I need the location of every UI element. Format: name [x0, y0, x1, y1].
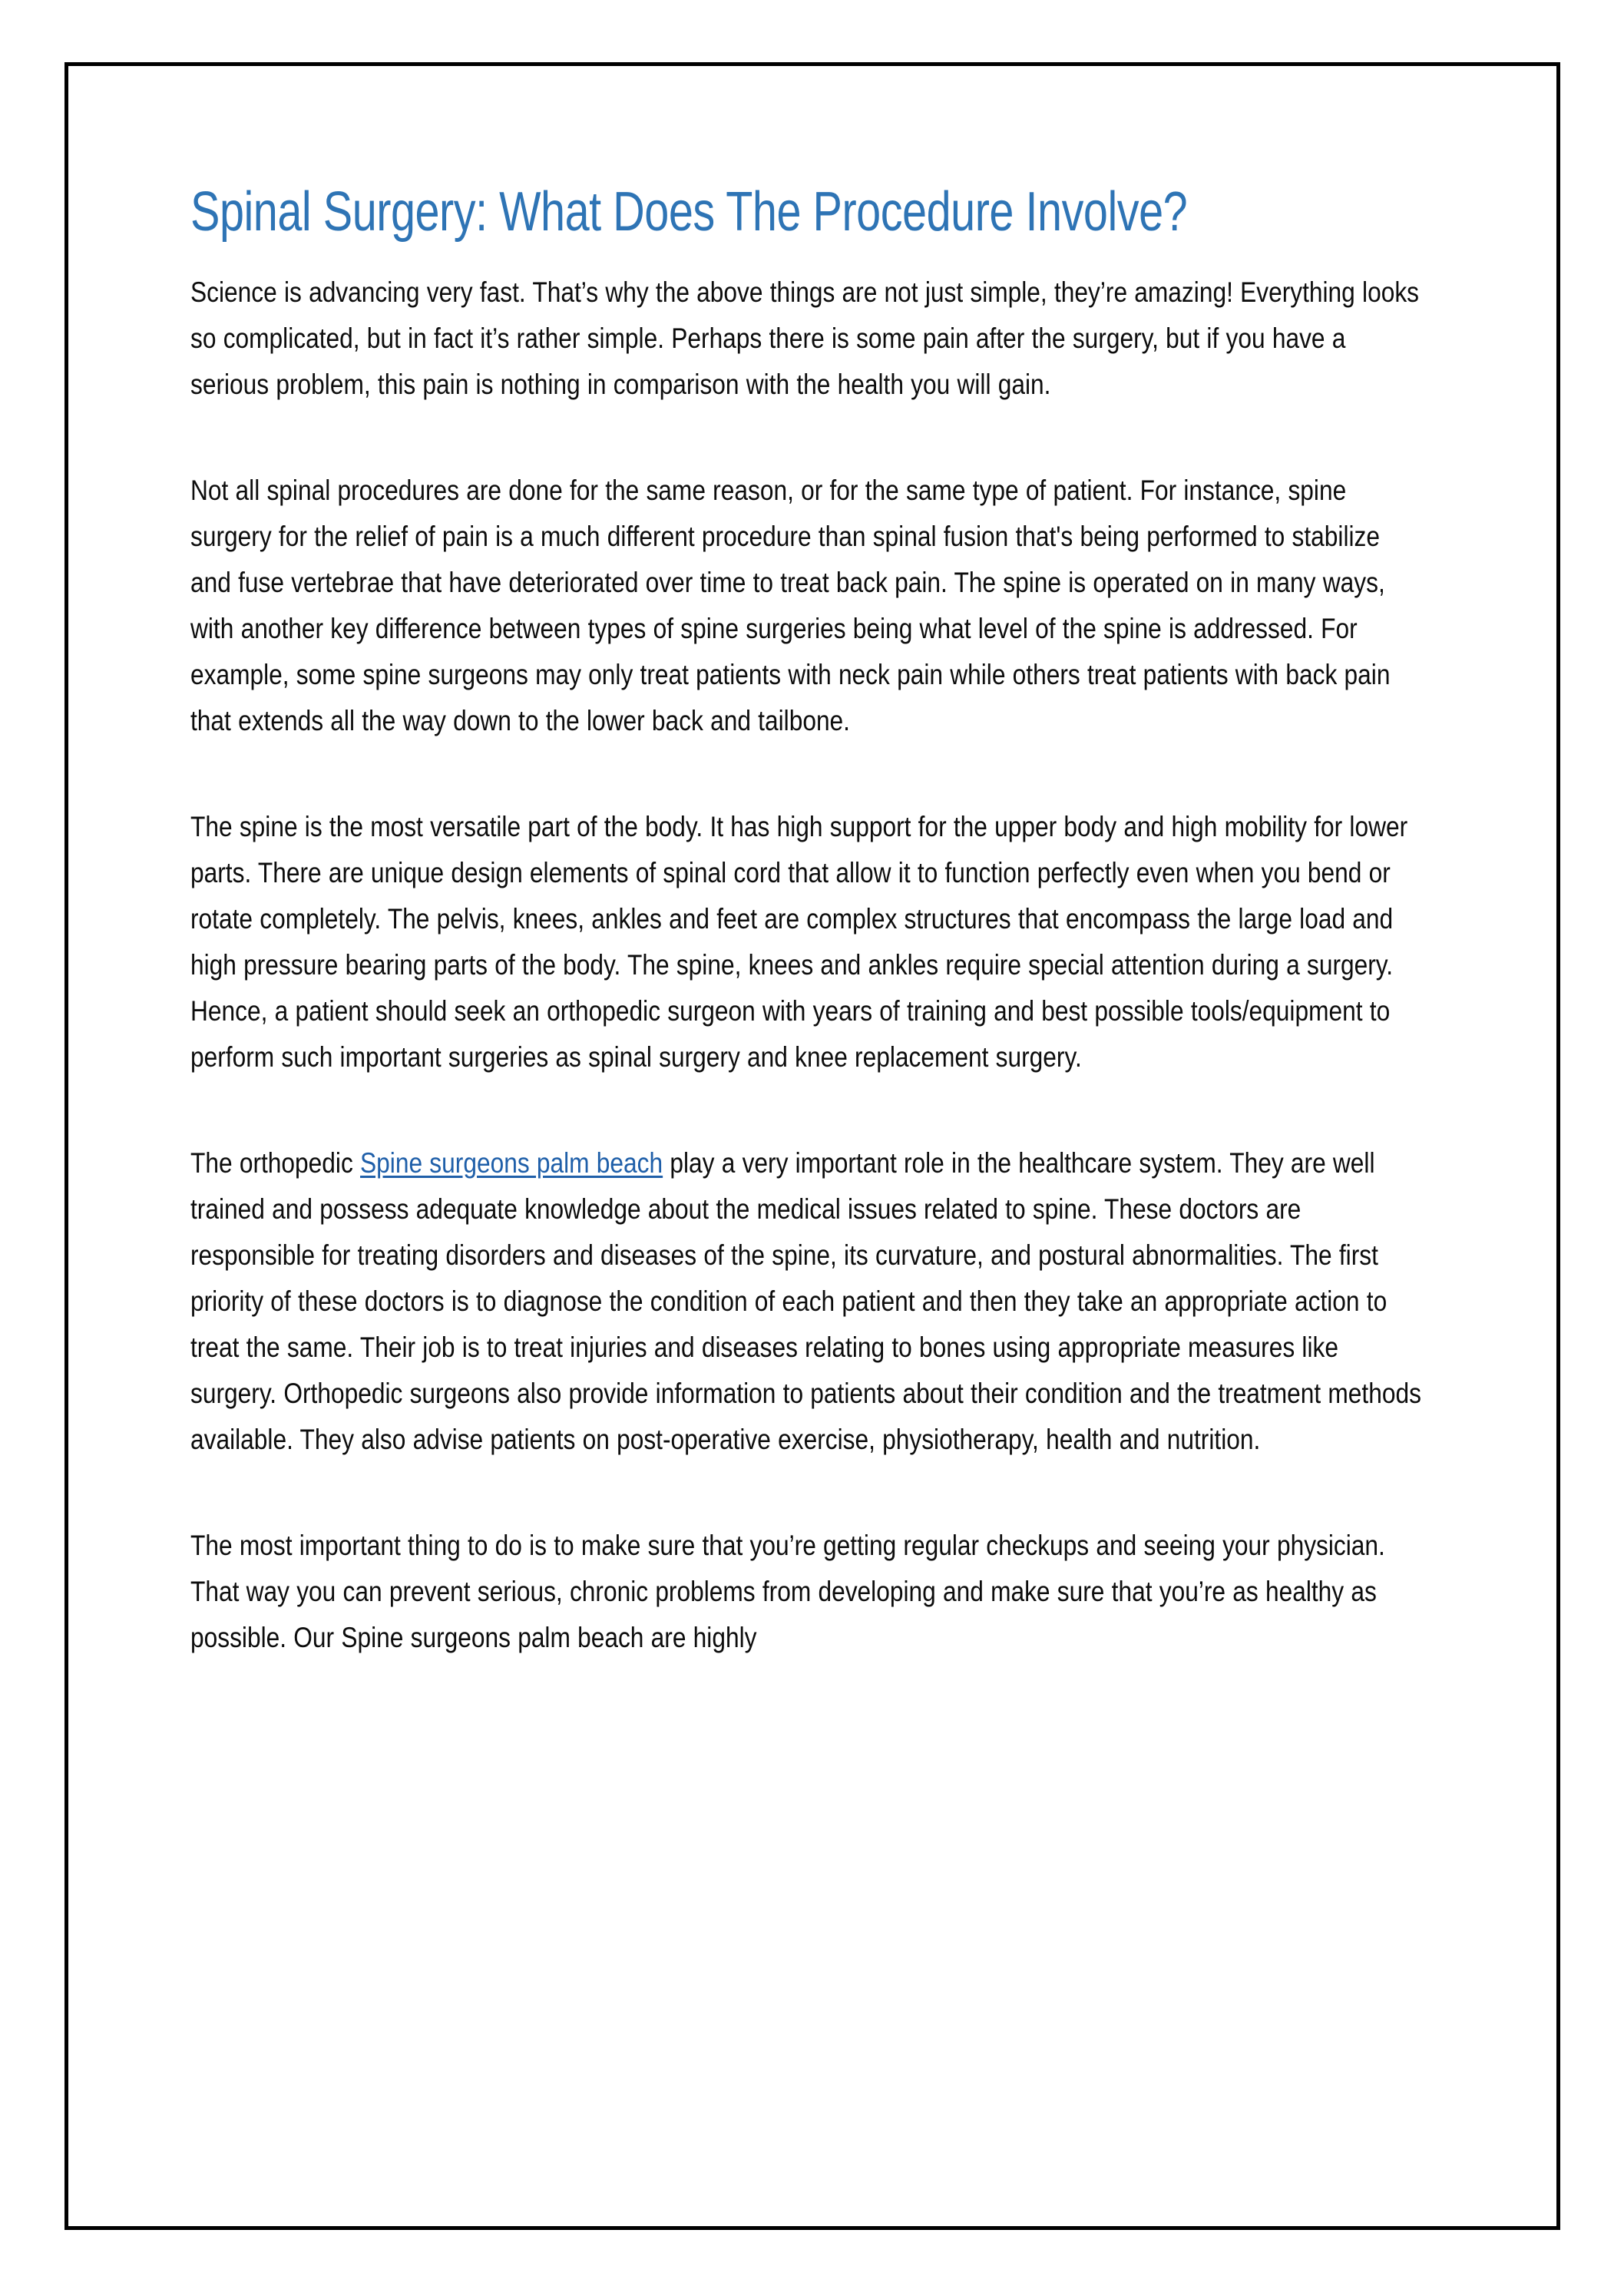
spine-surgeons-palm-beach-link[interactable]: Spine surgeons palm beach — [360, 1146, 663, 1179]
document-content — [190, 177, 1427, 1660]
paragraph-3: The spine is the most versatile part of the body. It has high support for the upper body and high mobility for lower parts. There are unique design elements of spinal cord that allow it to function perfectly even when you bend or rotate completely. The pelvis, knees, ankles and feet are complex structures that encompass the large load and high pressure bearing parts of the body. The spine, knees and ankles require special attention during a surgery. Hence, a patient should seek an orthopedic surgeon with years of training and best possible tools/equipment to perform such important surgeries as spinal surgery and knee replacement surgery. — [190, 809, 1408, 1073]
page-title: Spinal Surgery: What Does The Procedure Involve? — [190, 181, 1188, 243]
paragraph-4-text-after-link: play a very important role in the healthcare system. They are well trained and possess adequate knowledge about the medical issues related to spine. These doctors are responsible for treating disorders and diseases of the spine, its curvature, and postural abnormalities. The first priority of these doctors is to diagnose the condition of each patient and then they take an appropriate action to treat the same. Their job is to treat injuries and diseases relating to bones using appropriate measures like surgery. Orthopedic surgeons also provide information to patients about their condition and the treatment methods available. They also advise patients on post-operative exercise, physiotherapy, health and nutrition. — [190, 1146, 1421, 1455]
paragraph-2: Not all spinal procedures are done for the same reason, or for the same type of patient. For instance, spine surgery for the relief of pain is a much different procedure than spinal fusion that's being performed to stabilize and fuse vertebrae that have deteriorated over time to treat back pain. The spine is operated on in many ways, with another key difference between types of spine surgeries being what level of the spine is addressed. For example, some spine surgeons may only treat patients with neck pain while others treat patients with back pain that extends all the way down to the lower back and tailbone. — [190, 473, 1391, 736]
paragraph-4 — [190, 1140, 1426, 1462]
paragraph-1: Science is advancing very fast. That’s why the above things are not just simple, they’re amazing! Everything looks so complicated, but in fact it’s rather simple. Perhaps there is some pain after the surgery, but if you have a serious problem, this pain is nothing in comparison with the health you will gain. — [190, 275, 1420, 400]
paragraph-4-text-before-link: The orthopedic — [190, 1146, 361, 1179]
paragraph-5: The most important thing to do is to make sure that you’re getting regular checkups and seeing your physician. That way you can prevent serious, chronic problems from developing and make sure that you’re as healthy as possible. Our Spine surgeons palm beach are highly — [190, 1528, 1385, 1653]
